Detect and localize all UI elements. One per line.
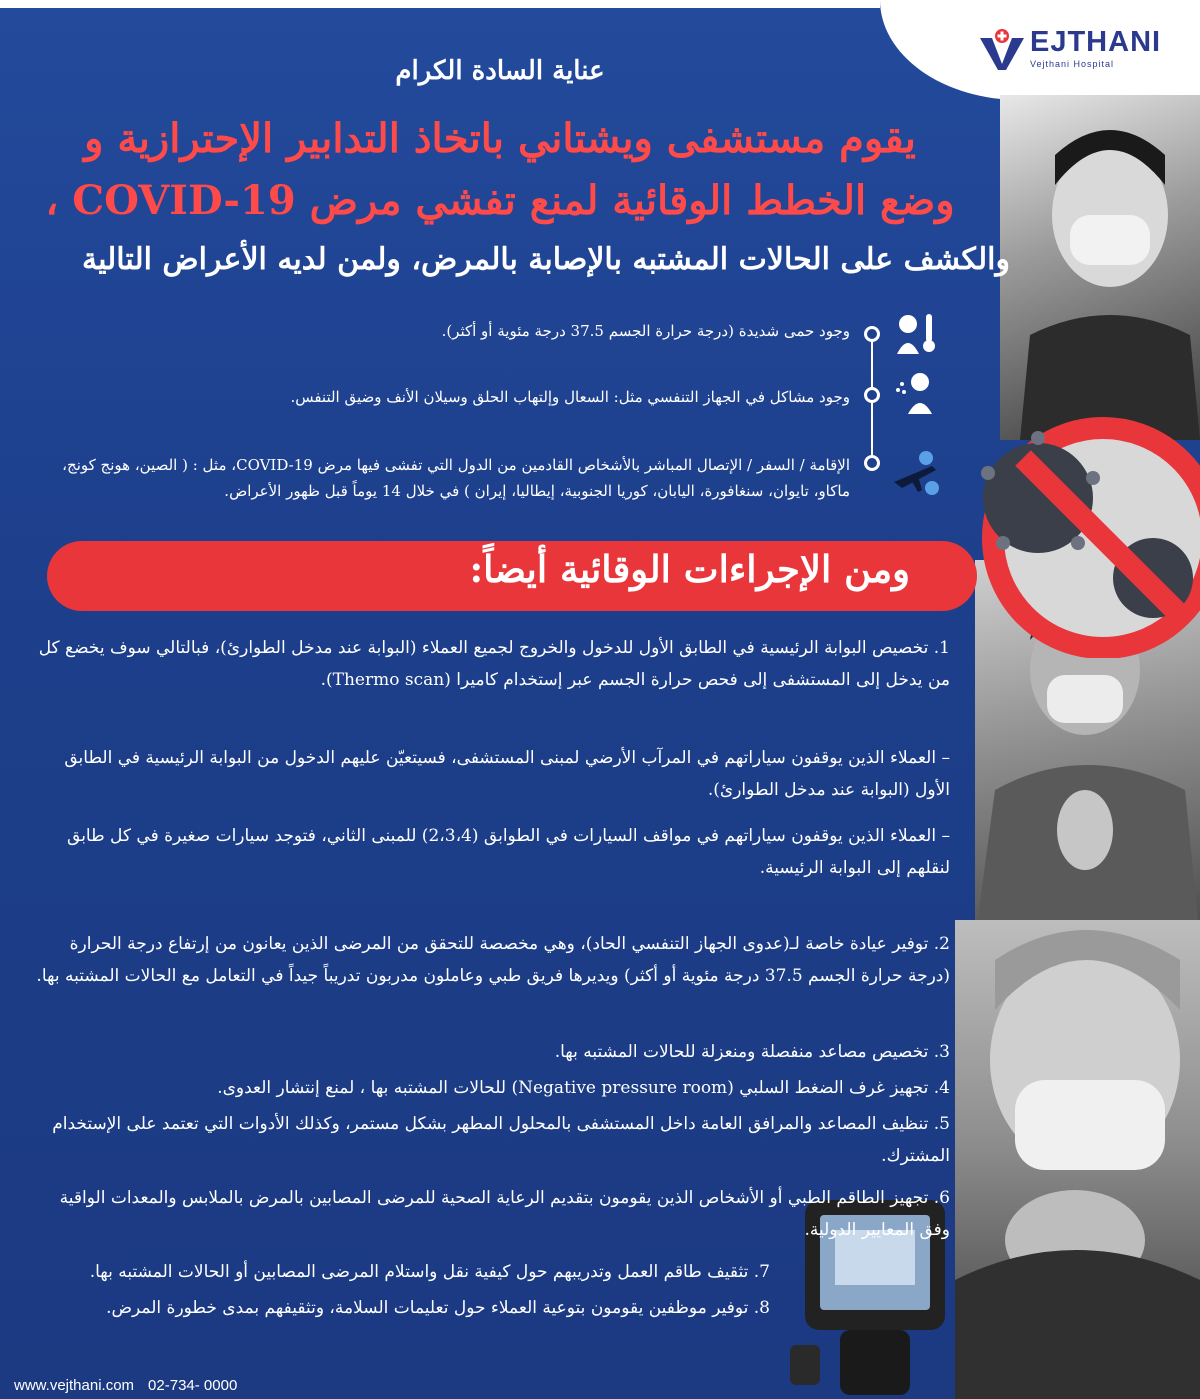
no-virus-sign-icon (958, 408, 1200, 658)
masked-elderly-woman-photo (955, 920, 1200, 1399)
measure-1-note-a: – العملاء الذين يوقفون سياراتهم في المرآب الأرضي لمبنى المستشفى، فسيتعيّن عليهم الدخول من البوابة الرئيسية في الطابق الأول (البوابة عند مدخل الطوارئ). (64, 748, 950, 800)
brand-subtitle: Vejthani Hospital (1030, 58, 1115, 69)
measure-4: 4. تجهيز غرف الضغط السلبي (Negative pressure room) للحالات المشتبه بها ، لمنع إنتشار العدوى. (217, 1078, 950, 1098)
headline-line-2: وضع الخطط الوقائية لمنع تفشي مرض COVID-19 ، (45, 177, 955, 224)
fever-thermometer-icon (892, 310, 938, 356)
top-white-strip (0, 0, 880, 8)
greeting-text: عناية السادة الكرام (395, 56, 605, 86)
vejthani-logo (978, 22, 1183, 74)
website-link[interactable]: www.vejthani.com (14, 1377, 135, 1394)
timeline-dot (864, 387, 880, 403)
coughing-person-icon (892, 370, 938, 416)
masked-girl-photo (1000, 95, 1200, 440)
symptoms-intro: والكشف على الحالات المشتبه بالإصابة بالمرض، ولمن لديه الأعراض التالية (82, 242, 1010, 277)
headline (40, 108, 960, 232)
airplane-virus-icon (892, 448, 944, 500)
vejthani-v-cross-icon (978, 24, 1026, 72)
measure-5: 5. تنظيف المصاعد والمرافق العامة داخل المستشفى بالمحلول المطهر بشكل مستمر، وكذلك الأدوات التي تعتمد على الإستخدام المشترك. (52, 1114, 950, 1166)
measure-7: 7. تثقيف طاقم العمل وتدريبهم حول كيفية نقل واستلام المرضى المصابين أو الحالات المشتبه بها. (89, 1262, 770, 1282)
measure-3: 3. تخصيص مصاعد منفصلة ومنعزلة للحالات المشتبه بها. (554, 1042, 950, 1062)
brand-name: EJTHANI (1030, 25, 1162, 58)
measure-2: 2. توفير عيادة خاصة لـ(عدوى الجهاز التنفسي الحاد)، وهي مخصصة للتحقق من المرضى الذين يعانون من إرتفاع درجة الحرارة (درجة حرارة الجسم 37.5 درجة مئوية أو أكثر) ويديرها فريق طبي وعاملون مدربون تدريباً جيداً في التعامل مع الحالات المشتبه بها. (36, 934, 950, 986)
timeline-dot (864, 326, 880, 342)
timeline-dot (864, 455, 880, 471)
banner-title: ومن الإجراءات الوقائية أيضاً: (469, 547, 910, 591)
measure-8: 8. توفير موظفين يقومون بتوعية العملاء حول تعليمات السلامة، وتثقيفهم بمدى خطورة المرض. (106, 1298, 770, 1318)
footer-contact (14, 1377, 237, 1394)
headline-line-1: يقوم مستشفى ويشتاني باتخاذ التدابير الإحترازية و (84, 115, 916, 162)
symptom-3: الإقامة / السفر / الإتصال المباشر بالأشخاص القادمين من الدول التي تفشى فيها مرض COVID-19، مثل : ( الصين، هونج كونج، ماكاو، تايوان، سنغافورة، اليابان، كوريا الجنوبية، إيطاليا، إيران ) في خلال 14 يوماً قبل ظهور الأعراض. (62, 456, 850, 500)
symptom-2: وجود مشاكل في الجهاز التنفسي مثل: السعال وإلتهاب الحلق وسيلان الأنف وضيق التنفس. (290, 388, 850, 406)
measure-1-note-b: – العملاء الذين يوقفون سياراتهم في مواقف السيارات في الطوابق (2،3،4) للمبنى الثاني، فتوجد سيارات صغيرة في كل طابق لنقلهم إلى البوابة الرئيسية. (67, 826, 950, 878)
phone-number: 02-734- 0000 (148, 1377, 238, 1394)
measure-6: 6. تجهيز الطاقم الطبي أو الأشخاص الذين يقومون بتقديم الرعاية الصحية للمرضى المصابين بالمرض بالملابس والمعدات الواقية وفق المعايير الدولية. (59, 1188, 950, 1240)
symptom-1: وجود حمى شديدة (درجة حرارة الجسم 37.5 درجة مئوية أو أكثر). (441, 322, 850, 340)
measure-1: 1. تخصيص البوابة الرئيسية في الطابق الأول للدخول والخروج لجميع العملاء (البوابة عند مدخل الطوارئ)، فبالتالي سوف يخضع كل من يدخل إلى المستشفى إلى فحص حرارة الجسم عبر إستخدام كاميرا (Thermo scan). (38, 638, 950, 690)
